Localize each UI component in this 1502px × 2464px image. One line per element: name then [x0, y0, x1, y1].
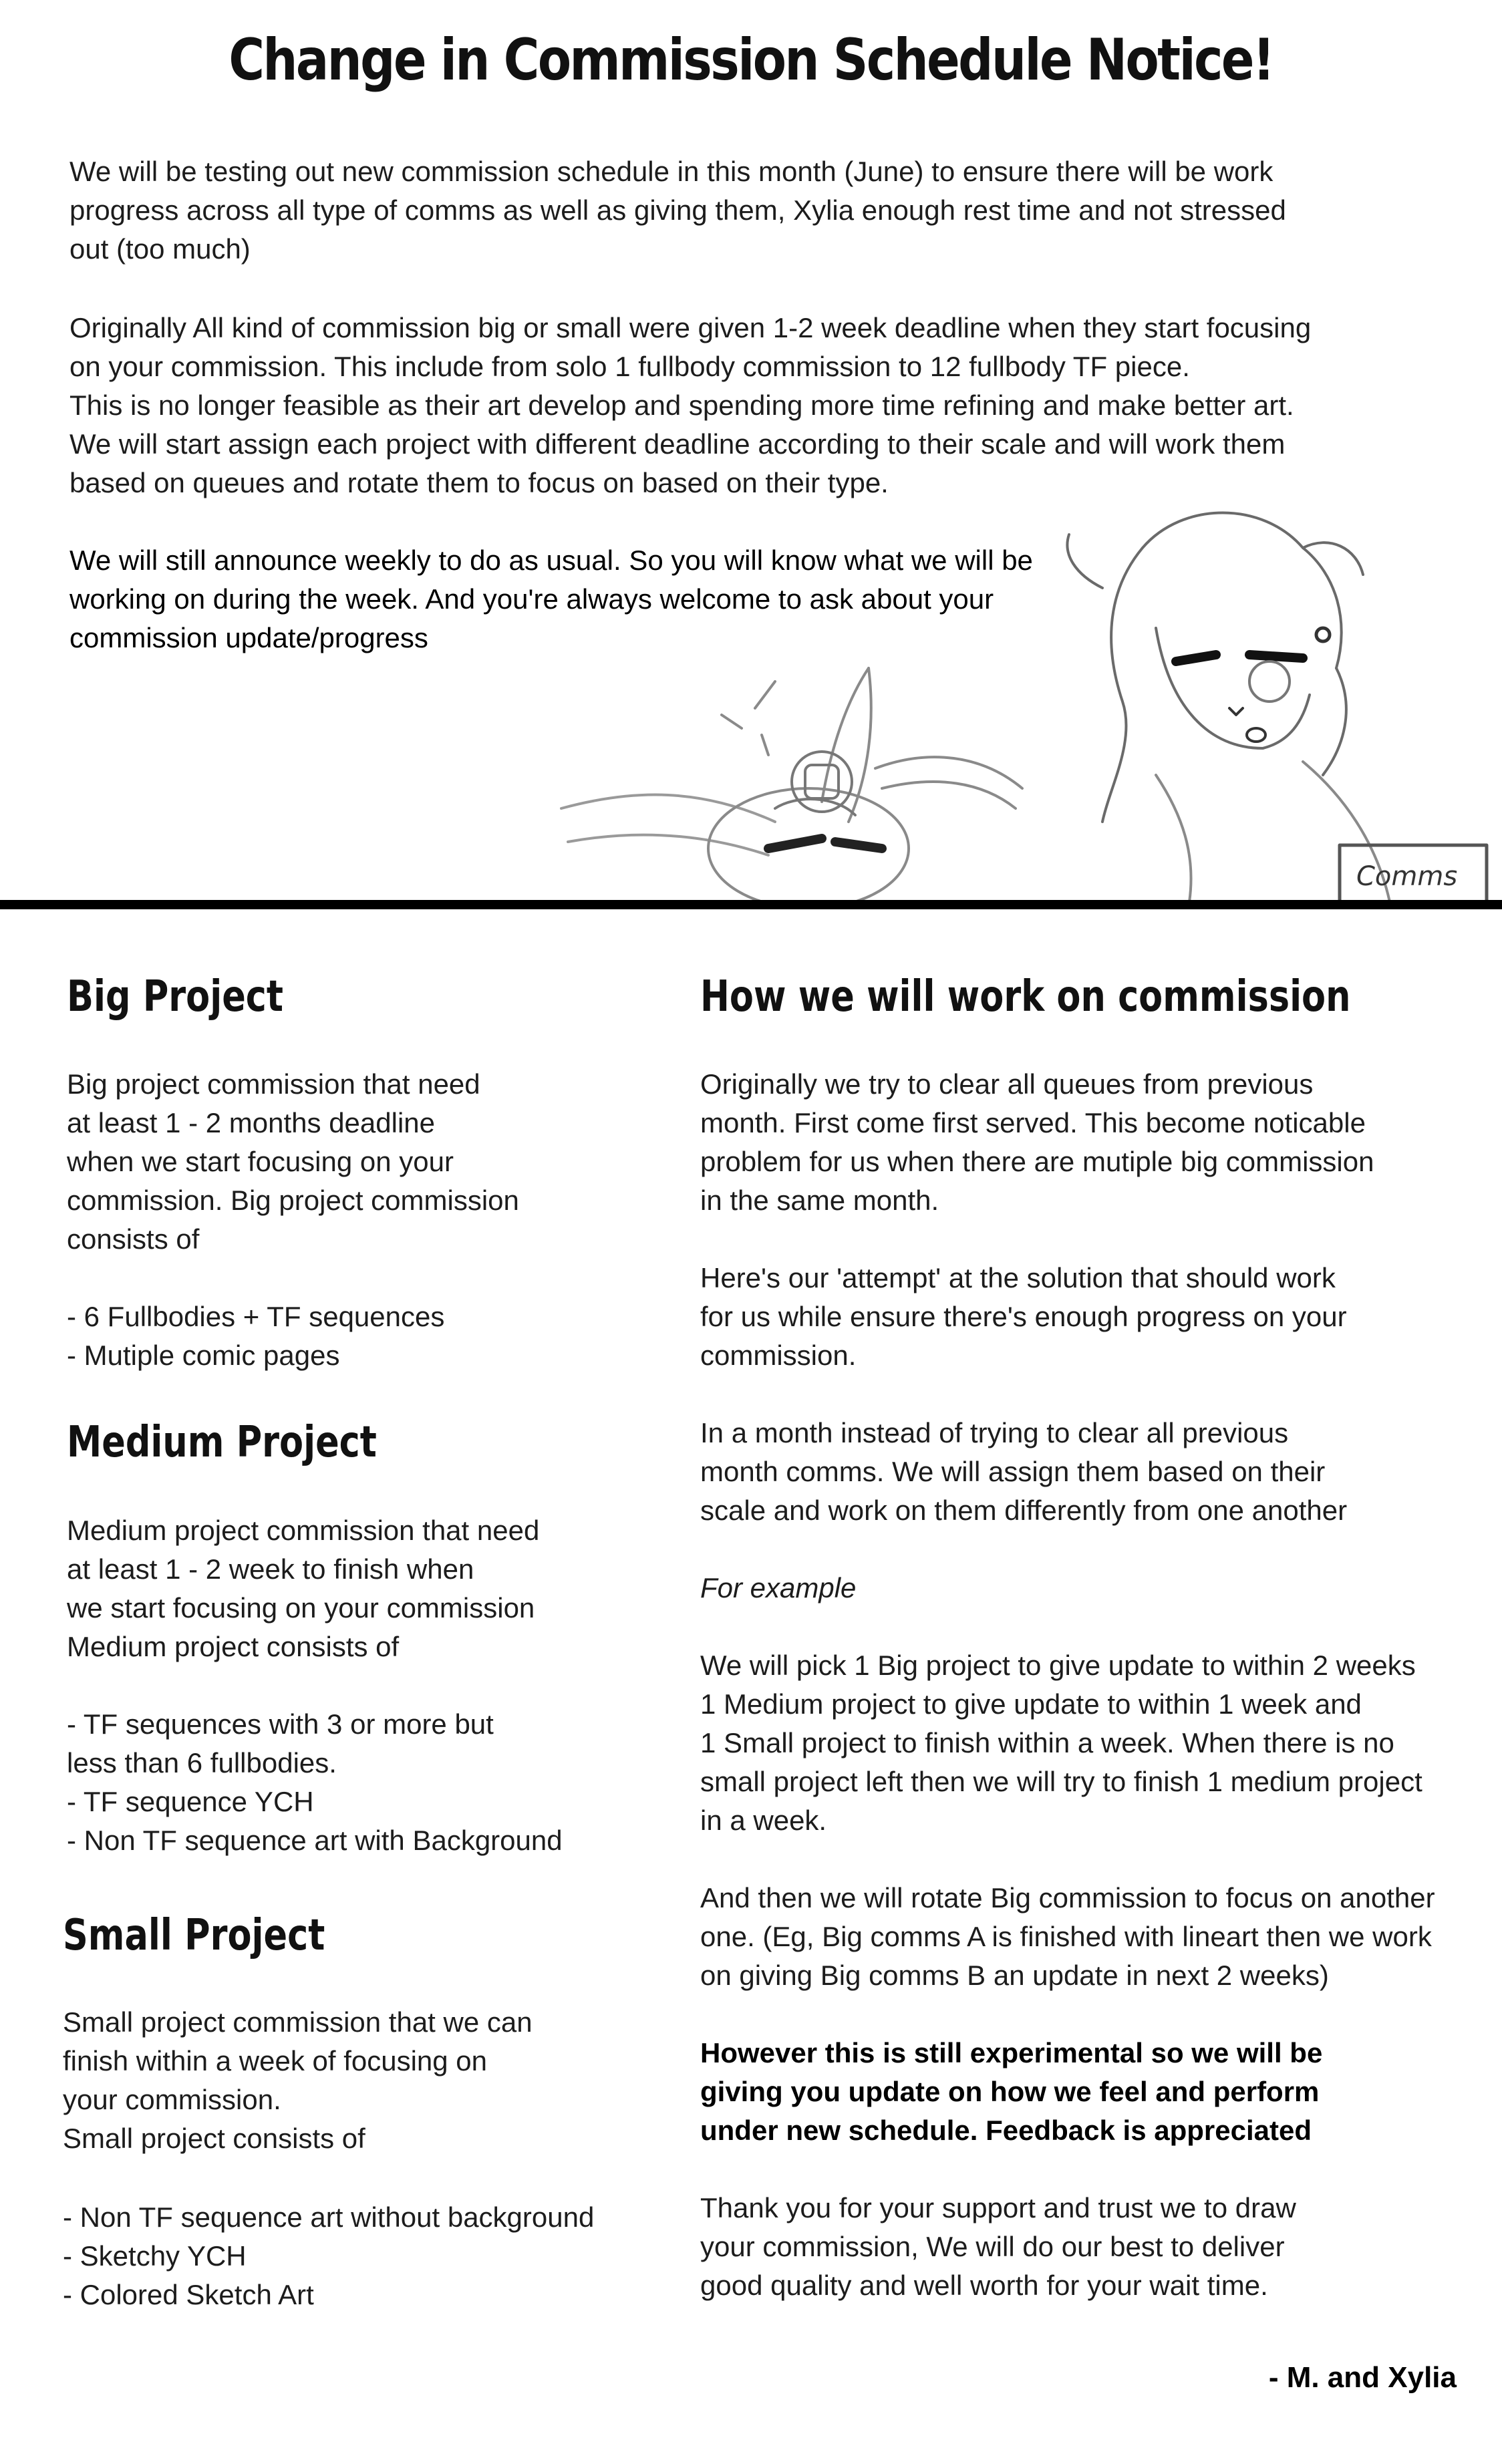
thank-you-line: good quality and well worth for your wait time.	[700, 2270, 1268, 2301]
medium-project-desc-line: we start focusing on your commission	[67, 1592, 535, 1624]
list-item: - Sketchy YCH	[63, 2240, 247, 2272]
list-item: - TF sequence YCH	[67, 1786, 314, 1817]
signature: - M. and Xylia	[1268, 2361, 1457, 2394]
list-item: - Non TF sequence art with Background	[67, 1825, 563, 1856]
example-label: For example	[700, 1572, 857, 1603]
list-item: - 6 Fullbodies + TF sequences	[67, 1301, 445, 1332]
how-we-work-line: Here's our 'attempt' at the solution that should work	[700, 1262, 1336, 1293]
intro-p3-line: commission update/progress	[69, 622, 428, 653]
big-project-heading: Big Project	[67, 972, 284, 1022]
intro-paragraph-2	[69, 309, 1379, 502]
how-we-work-line: on giving Big comms B an update in next 2 weeks)	[700, 1960, 1329, 1991]
how-we-work-paragraph-1	[700, 1065, 1469, 1220]
comms-sign-text: Comms	[1356, 861, 1458, 892]
how-we-work-paragraph-2	[700, 1259, 1469, 1375]
how-we-work-paragraph-5	[700, 1879, 1469, 1995]
how-we-work-line: problem for us when there are mutiple big commission	[700, 1146, 1374, 1177]
page-title: Change in Commission Schedule Notice!	[229, 27, 1273, 94]
list-item: - Non TF sequence art without background	[63, 2201, 595, 2233]
example-label-wrap	[700, 1569, 1469, 1607]
how-we-work-line: And then we will rotate Big commission to focus on another	[700, 1882, 1435, 1913]
small-project-heading: Small Project	[63, 1911, 325, 1960]
how-we-work-line: commission.	[700, 1340, 857, 1371]
small-project-desc-line: your commission.	[63, 2084, 281, 2115]
how-we-work-paragraph-3	[700, 1414, 1469, 1530]
big-project-description	[67, 1065, 655, 1259]
how-we-work-line: for us while ensure there's enough progress on your	[700, 1301, 1347, 1332]
experimental-notice-line: under new schedule. Feedback is appreciated	[700, 2115, 1312, 2146]
big-project-desc-line: consists of	[67, 1223, 200, 1255]
how-we-work-section	[700, 972, 1469, 1022]
thank-you-line: your commission, We will do our best to deliver	[700, 2231, 1285, 2262]
character-sketch-illustration	[555, 508, 1502, 902]
thank-you-line: Thank you for your support and trust we to draw	[700, 2192, 1296, 2223]
big-project-desc-line: commission. Big project commission	[67, 1185, 519, 1216]
how-we-work-heading: How we will work on commission	[700, 972, 1351, 1022]
how-we-work-line: scale and work on them differently from one another	[700, 1495, 1348, 1526]
how-we-work-line: In a month instead of trying to clear all previous	[700, 1417, 1289, 1448]
small-project-desc-line: Small project commission that we can	[63, 2006, 533, 2038]
list-item: less than 6 fullbodies.	[67, 1747, 337, 1779]
intro-p2-line: We will start assign each project with different deadline according to their scale and will work them	[69, 428, 1286, 460]
list-item: - Colored Sketch Art	[63, 2279, 314, 2310]
intro-p2-line: on your commission. This include from solo 1 fullbody commission to 12 fullbody TF piece.	[69, 351, 1190, 382]
experimental-notice-line: However this is still experimental so we will be	[700, 2037, 1323, 2068]
intro-paragraph-1-text: We will be testing out new commission schedule in this month (June) to ensure there will be work progress across all type of comms as well as giving them, Xylia enough rest time and not stressed out (too much)	[69, 156, 1286, 265]
how-we-work-line: month comms. We will assign them based on their	[700, 1456, 1326, 1487]
how-we-work-line: in the same month.	[700, 1185, 939, 1216]
how-we-work-line: month. First come first served. This become noticable	[700, 1107, 1366, 1138]
how-we-work-paragraph-4	[700, 1646, 1469, 1840]
small-project-description	[63, 2003, 651, 2158]
experimental-notice-line: giving you update on how we feel and perform	[700, 2076, 1320, 2107]
how-we-work-line: small project left then we will try to finish 1 medium project	[700, 1766, 1422, 1797]
intro-p3-line: We will still announce weekly to do as usual. So you will know what we will be	[69, 545, 1033, 576]
how-we-work-line: one. (Eg, Big comms A is finished with lineart then we work	[700, 1921, 1432, 1952]
how-we-work-line: 1 Medium project to give update to within 1 week and	[700, 1688, 1362, 1720]
big-project-list	[67, 1297, 655, 1375]
intro-p3-line: working on during the week. And you're always welcome to ask about your	[69, 583, 994, 615]
intro-p2-line: This is no longer feasible as their art develop and spending more time refining and make better art.	[69, 390, 1294, 421]
intro-paragraph-1	[69, 152, 1379, 269]
medium-project-description	[67, 1511, 655, 1666]
intro-p2-line: based on queues and rotate them to focus on based on their type.	[69, 467, 889, 498]
medium-project-desc-line: Medium project commission that need	[67, 1515, 540, 1546]
medium-project-list	[67, 1705, 655, 1860]
medium-project-desc-line: Medium project consists of	[67, 1631, 400, 1662]
big-project-section	[67, 972, 655, 1022]
intro-p2-line: Originally All kind of commission big or small were given 1-2 week deadline when they start focusing	[69, 312, 1312, 343]
small-project-desc-line: finish within a week of focusing on	[63, 2045, 488, 2076]
medium-project-desc-line: at least 1 - 2 week to finish when	[67, 1553, 474, 1585]
experimental-notice	[700, 2034, 1469, 2150]
big-project-desc-line: when we start focusing on your	[67, 1146, 454, 1177]
how-we-work-line: in a week.	[700, 1805, 827, 1836]
medium-project-heading: Medium Project	[67, 1418, 377, 1467]
big-project-desc-line: Big project commission that need	[67, 1068, 480, 1100]
small-project-section	[63, 1911, 651, 1960]
big-project-desc-line: at least 1 - 2 months deadline	[67, 1107, 436, 1138]
how-we-work-line: Originally we try to clear all queues from previous	[700, 1068, 1314, 1100]
list-item: - Mutiple comic pages	[67, 1340, 340, 1371]
list-item: - TF sequences with 3 or more but	[67, 1708, 494, 1740]
medium-project-section	[67, 1418, 655, 1467]
how-we-work-line: We will pick 1 Big project to give update to within 2 weeks	[700, 1650, 1416, 1681]
section-divider	[0, 900, 1502, 909]
small-project-desc-line: Small project consists of	[63, 2123, 365, 2154]
thank-you-paragraph	[700, 2189, 1469, 2305]
how-we-work-line: 1 Small project to finish within a week. When there is no	[700, 1727, 1394, 1758]
small-project-list	[63, 2198, 651, 2314]
